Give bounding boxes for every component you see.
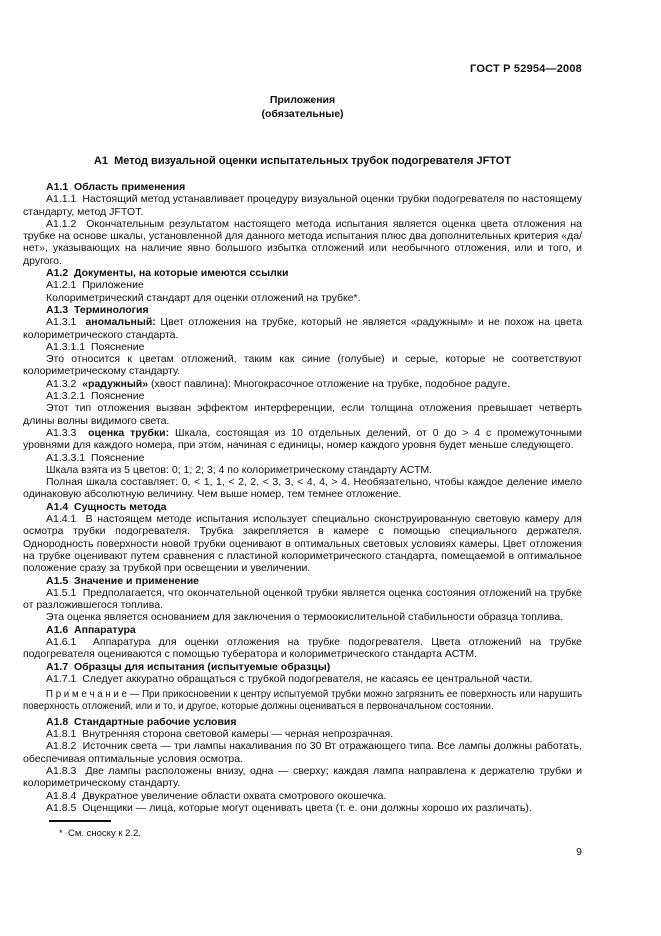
text-run: Шкала, состоящая из 10 отдельных делений, от 0 до > 4 с промежуточными уровнями для каждого номера, при этом, начиная с единицы, номер каждого уровня будет меньше следующего. (23, 426, 583, 452)
text-run: Это относится к цветам отложений, таким как синие (голубые) и серые, которые не соответствуют колориметрическому стандарту. (23, 353, 582, 378)
appendix-block (23, 93, 582, 121)
section-heading (23, 304, 582, 316)
paragraph (23, 728, 582, 740)
document-body (23, 181, 582, 814)
appendix-heading: Приложения (269, 94, 336, 106)
text-run: (хвост павлина): Многокрасочное отложение на трубке, подобное радуге. (148, 377, 511, 390)
text-run: Эта оценка является основанием для заключения о термоокислительной стабильности образца топлива. (46, 611, 564, 624)
text-run: А1.4.1 В настоящем методе испытания использует специально сконструированную световую камеру для осмотра трубки подогревателя. Трубка закрепляется в камере с помощью специального держателя. Однородность поверхности новой трубки оценивают в оптимальных световых условиях камеры. Цвет отложения на трубке оценивают путем сравнения с пластиной колориметрического стандарта, помещаемой в оптимальное положение сразу за трубкой при освещении и увеличении. (23, 513, 582, 575)
text-run: А1.5 Значение и применение (46, 574, 200, 587)
section-heading (23, 661, 582, 673)
paragraph (23, 476, 582, 501)
paragraph (23, 402, 582, 427)
text-run: А1.3.1 (46, 316, 86, 329)
text-run: Колориметрический стандарт для оценки отложений на трубке*. (46, 291, 361, 304)
note-paragraph (23, 689, 582, 713)
paragraph (23, 587, 582, 612)
paragraph (23, 673, 582, 685)
paragraph (23, 740, 582, 765)
paragraph (23, 193, 582, 218)
paragraph (23, 802, 582, 814)
text-run: А1.6 Аппаратура (46, 623, 136, 636)
text-run: А1.7.1 Следует аккуратно обращаться с трубкой подогревателя, не касаясь ее центральной части. (46, 672, 533, 685)
paragraph (23, 390, 582, 402)
text-run: А1.4 Сущность метода (46, 500, 167, 513)
text-run: А1.3 Терминология (46, 303, 149, 316)
term-bold: аномальный: (85, 316, 156, 329)
paragraph (23, 452, 582, 464)
text-run: А1.8 Стандартные рабочие условия (46, 715, 237, 728)
text-run: А1.2 Документы, на которые имеются ссылки (46, 267, 289, 280)
text-run: А1.8.5 Оценщики — лица, которые могут оценивать цвета (т. е. они должны хорошо их различать). (46, 801, 532, 814)
text-run: Полная шкала составляет: 0, < 1, 1, < 2, 2, < 3, 3, < 4, 4, > 4. Необязательно, чтобы каждое деление имело одинаковую абсолютную величину. Чем выше номер, тем темнее отложение. (23, 476, 582, 501)
section-heading (23, 267, 582, 279)
text-run: А1.3.2 (46, 377, 83, 390)
text-run: А1.7 Образцы для испытания (испытуемые образцы) (46, 660, 331, 673)
text-run: А1.3.3.1 Пояснение (46, 451, 145, 464)
text-run: А1.2.1 Приложение (46, 279, 144, 292)
paragraph (23, 378, 582, 390)
paragraph (23, 790, 582, 802)
appendix-subheading: (обязательные) (261, 108, 344, 120)
text-run: А1.1.2 Окончательным результатом настоящего метода испытания является оценка цвета отложения на трубке на основе шкалы, установленной для данного метода испытания плюс два дополнительных критерия «да/нет», указывающих на наличие явно большого избытка отложений или необычного отложения, или и того, и другого. (23, 217, 582, 267)
paragraph (23, 427, 582, 452)
paragraph (23, 353, 582, 378)
footnote-text: * См. сноску к 2.2. (59, 828, 141, 839)
text-run: Цвет отложения на трубке, который не является «радужным» и не похож на цвета колориметрического стандарта. (23, 316, 582, 341)
term-bold: оценка трубки: (88, 426, 170, 439)
text-run: А1.3.3 (46, 426, 89, 439)
text-run: А1.8.4 Двукратное увеличение области охвата смотрового окошечка. (46, 789, 387, 802)
paragraph (23, 316, 582, 341)
text-run: Этот тип отложения вызван эффектом интерференции, если толщина отложения превышает четверть длины волны видимого света. (23, 402, 582, 427)
paragraph (23, 611, 582, 623)
section-heading (23, 624, 582, 636)
text-run: А1.1 Область применения (46, 181, 186, 193)
text-run: А1.3.1.1 Пояснение (46, 340, 145, 353)
text-run: А1.8.2 Источник света — три лампы накаливания по 30 Вт отражающего типа. Все лампы должны работать, обеспечивая оптимальные условия осмотра. (23, 740, 582, 765)
paragraph (23, 218, 582, 267)
text-run: А1.3.2.1 Пояснение (46, 390, 145, 403)
paragraph (23, 636, 582, 661)
section-heading (23, 501, 582, 513)
paragraph (23, 513, 582, 574)
term-bold: «радужный» (82, 377, 149, 390)
paragraph (23, 292, 582, 304)
paragraph (23, 464, 582, 476)
text-run: А1.5.1 Предполагается, что окончательной оценкой трубки является оценка состояния отложений на трубке от разложившегося топлива. (23, 586, 582, 612)
footnote-divider (49, 820, 111, 822)
text-run: П р и м е ч а н и е — При прикосновении к центру испытуемой трубки можно загрязнить ее поверхность или нарушить поверхность отложений, или и то, и другое, которые должны оцениваться в первоначальном состоянии. (23, 689, 582, 712)
section-heading (23, 575, 582, 587)
text-run: Шкала взята из 5 цветов: 0; 1; 2; 3; 4 по колориметрическому стандарту АСТМ. (46, 463, 433, 476)
text-run: А1.8.1 Внутренняя сторона световой камеры — черная непрозрачная. (46, 728, 394, 741)
footnote-block (23, 820, 582, 839)
page-title: А1 Метод визуальной оценки испытательных трубок подогревателя JFTOT (93, 155, 512, 167)
paragraph (23, 765, 582, 790)
text-run: А1.1.1 Настоящий метод устанавливает процедуру визуальной оценки трубки подогревателя по настоящему стандарту, метод JFTOT. (23, 193, 582, 218)
text-run: А1.8.3 Две лампы расположены внизу, одна — сверху; каждая лампа направлена к держателю трубки и колориметрическому стандарту. (23, 764, 582, 790)
section-heading (23, 716, 582, 728)
paragraph (23, 279, 582, 291)
section-heading (23, 181, 582, 193)
document-code: ГОСТ Р 52954—2008 (470, 63, 582, 75)
page-number: 9 (576, 846, 582, 858)
paragraph (23, 341, 582, 353)
text-run: А1.6.1 Аппаратура для оценки отложения на трубке подогревателя. Цвета отложений на трубке подогревателя оцениваются с помощью тубератора и колориметрического стандарта АСТМ. (23, 635, 582, 661)
